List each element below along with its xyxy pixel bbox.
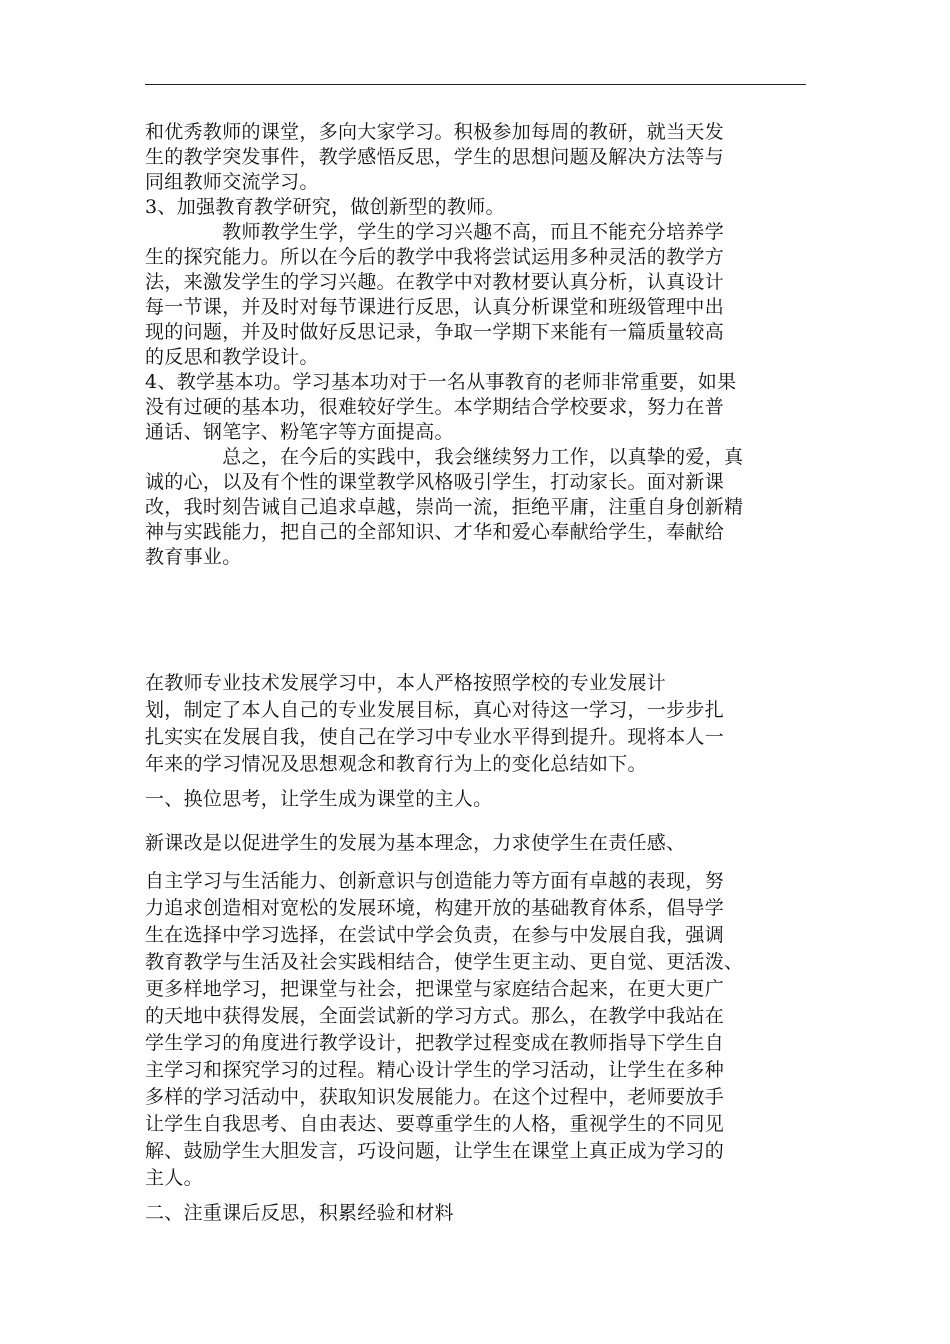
heading-two: 二、注重课后反思，积累经验和材料	[145, 1202, 454, 1224]
para-line: 的天地中获得发展，全面尝试新的学习方式。那么，在教学中我站在	[145, 1005, 725, 1027]
section-summary	[145, 670, 806, 1227]
para-line: 主学习和探究学习的过程。精心设计学生的学习活动，让学生在多种	[145, 1059, 725, 1081]
text-line: 神与实践能力，把自己的全部知识、才华和爱心奉献给学生，奉献给	[145, 521, 725, 543]
text-line: 改，我时刻告诫自己追求卓越，崇尚一流，拒绝平庸，注重自身创新精	[145, 496, 744, 518]
para-line: 教育教学与生活及社会实践相结合，使学生更主动、更自觉、更活泼、	[145, 951, 744, 973]
section-continued-text	[145, 120, 806, 570]
para-line: 自主学习与生活能力、创新意识与创造能力等方面有卓越的表现，努	[145, 870, 725, 892]
conclusion-line: 总之，在今后的实践中，我会继续努力工作，以真挚的爱，真	[145, 446, 744, 468]
intro-line: 扎实实在发展自我，使自己在学习中专业水平得到提升。现将本人一	[145, 726, 725, 748]
text-line: 法，来激发学生的学习兴趣。在教学中对教材要认真分析，认真设计	[145, 271, 725, 293]
para-line: 学生学习的角度进行教学设计，把教学过程变成在教师指导下学生自	[145, 1032, 725, 1054]
text-line: 和优秀教师的课堂，多向大家学习。积极参加每周的教研，就当天发	[145, 121, 725, 143]
text-line: 现的问题，并及时做好反思记录，争取一学期下来能有一篇质量较高	[145, 321, 725, 343]
item-3-heading: 3、加强教育教学研究，做创新型的教师。	[145, 196, 505, 218]
intro-line: 划，制定了本人自己的专业发展目标，真心对待这一学习，一步步扎	[145, 699, 725, 721]
text-line: 通话、钢笔字、粉笔字等方面提高。	[145, 421, 454, 443]
text-line: 每一节课，并及时对每节课进行反思，认真分析课堂和班级管理中出	[145, 296, 725, 318]
text-line: 诚的心，以及有个性的课堂教学风格吸引学生，打动家长。面对新课	[145, 471, 725, 493]
para-line: 主人。	[145, 1167, 203, 1189]
para-line: 解、鼓励学生大胆发言，巧设问题，让学生在课堂上真正成为学习的	[145, 1140, 725, 1162]
para-line: 多样的学习活动中，获取知识发展能力。在这个过程中，老师要放手	[145, 1086, 725, 1108]
para-line: 力追求创造相对宽松的发展环境，构建开放的基础教育体系，倡导学	[145, 897, 725, 919]
text-line: 教育事业。	[145, 546, 242, 568]
para-first-line: 新课改是以促进学生的发展为基本理念，力求使学生在责任感、	[145, 832, 686, 854]
heading-one: 一、换位思考，让学生成为课堂的主人。	[145, 788, 493, 810]
text-line: 的反思和教学设计。	[145, 346, 319, 368]
text-line: 没有过硬的基本功，很难较好学生。本学期结合学校要求，努力在普	[145, 396, 725, 418]
text-line: 同组教师交流学习。	[145, 171, 319, 193]
item-4-heading: 4、教学基本功。学习基本功对于一名从事教育的老师非常重要，如果	[145, 371, 737, 393]
para-line: 更多样地学习，把课堂与社会，把课堂与家庭结合起来，在更大更广	[145, 978, 725, 1000]
header-rule	[145, 84, 806, 85]
text-line: 教师教学生学，学生的学习兴趣不高，而且不能充分培养学	[145, 221, 725, 243]
text-line: 生的探究能力。所以在今后的教学中我将尝试运用多种灵活的教学方	[145, 246, 725, 268]
para-line: 让学生自我思考、自由表达、要尊重学生的人格，重视学生的不同见	[145, 1113, 725, 1135]
intro-line: 在教师专业技术发展学习中，本人严格按照学校的专业发展计	[145, 672, 667, 694]
intro-line: 年来的学习情况及思想观念和教育行为上的变化总结如下。	[145, 753, 647, 775]
text-line: 生的教学突发事件，教学感悟反思，学生的思想问题及解决方法等与	[145, 146, 725, 168]
para-line: 生在选择中学习选择，在尝试中学会负责，在参与中发展自我，强调	[145, 924, 725, 946]
